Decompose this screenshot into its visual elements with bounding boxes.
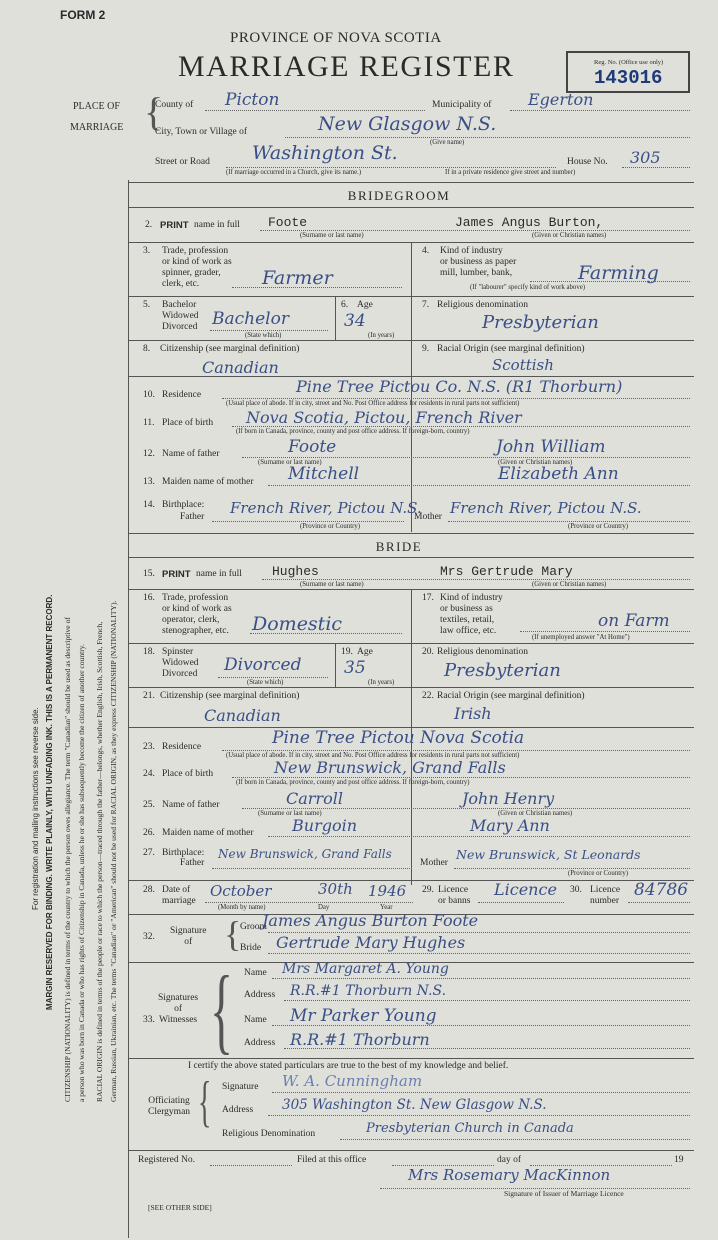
f11-label: Place of birth (162, 418, 214, 428)
county-label: County of (155, 100, 194, 110)
clergy-signature-label: Signature (222, 1082, 259, 1092)
groom-industry: Farming (578, 262, 659, 284)
bride-sig-label: Bride (240, 943, 262, 953)
f21-label: Citizenship (see marginal definition) (160, 691, 300, 701)
f14-mother-caption: (Province or Country) (568, 523, 629, 530)
f33-label: Signatures of Witnesses (158, 993, 199, 1025)
f29-number: 29. (422, 885, 434, 895)
groom-given-names: James Angus Burton, (455, 215, 604, 230)
bride-surname-caption: (Surname or last name) (300, 581, 364, 588)
f25-label: Name of father (162, 800, 220, 810)
f9-number: 9. (422, 344, 430, 354)
margin-racial-2: German, Russian, Ukrainian, etc. The terms "Canadian" or "American" should not be used for RACIAL ORIGIN, as they express CITIZENSHIP (NATIONALITY). (109, 600, 118, 1102)
year-prefix: 19 (674, 1155, 684, 1165)
f6-number: 6. (341, 300, 349, 310)
groom-father-given: John William (496, 437, 606, 457)
f11-number: 11. (143, 418, 155, 428)
margin-citizenship-2: a person who was born in Canada or who has rights of Citizenship in Canada, unless he or she has subsequently become the citizen of another country. (77, 644, 86, 1102)
licence-or-banns: Licence (494, 880, 557, 899)
f14-father-caption: (Province or Country) (300, 523, 361, 530)
f16-number: 16. (143, 593, 155, 603)
f2-label: name in full (194, 220, 240, 230)
f29-label: Licence or banns (438, 885, 471, 906)
margin-binding-notice: MARGIN RESERVED FOR BINDING. WRITE PLAINLY, WITH UNFADING INK. THIS IS A PERMANENT RECORD. (45, 594, 54, 1010)
groom-age-caption: (In years) (368, 332, 395, 339)
bride-residence: Pine Tree Pictou Nova Scotia (272, 728, 525, 748)
reg-number: 143016 (594, 67, 663, 89)
form-number: FORM 2 (60, 8, 106, 22)
bride-status: Divorced (224, 655, 302, 675)
clergy-denomination: Presbyterian Church in Canada (366, 1121, 574, 1136)
f4-label: Kind of industry or business as paper mill, lumber, bank, (440, 246, 517, 278)
margin-citizenship-1: CITIZENSHIP (NATIONALITY) is defined in terms of the country to which the person owes allegiance. The term "Canadian" should be used as descriptive of (63, 617, 72, 1102)
f25-number: 25. (143, 800, 155, 810)
f2-number: 2. (145, 220, 153, 230)
f30-number: 30. (570, 885, 582, 895)
f14-number: 14. (143, 500, 155, 510)
f19-number: 19. (341, 647, 353, 657)
bride-father-surname: Carroll (286, 789, 343, 808)
groom-residence-caption: (Usual place of abode. If in city, street and No. Post Office address for residents in rural parts not sufficient) (226, 400, 520, 407)
f27-mother-label: Mother (420, 858, 448, 868)
day-caption: Day (318, 904, 330, 911)
bride-age-caption: (In years) (368, 679, 395, 686)
bride-birth-caption: (If born in Canada, province, county and post office address. If foreign-born, country) (236, 779, 470, 786)
f28-number: 28. (143, 885, 155, 895)
groom-mother-birthplace: French River, Pictou N.S. (450, 499, 642, 517)
f20-label: Religious denomination (437, 647, 529, 657)
bride-father-birthplace: New Brunswick, Grand Falls (218, 847, 392, 861)
bride-mother-given: Mary Ann (470, 816, 550, 835)
reg-number-box (566, 51, 690, 93)
f23-number: 23. (143, 742, 155, 752)
f5-number: 5. (143, 300, 151, 310)
f19-label: Age (357, 647, 373, 657)
f28-label: Date of marriage (162, 885, 196, 906)
church-note: (If marriage occurred in a Church, give its name.) (226, 169, 362, 176)
f14-father-label: Father (180, 512, 205, 522)
street-value: Washington St. (252, 142, 398, 164)
groom-signature: James Angus Burton Foote (262, 911, 479, 930)
province-heading: PROVINCE OF NOVA SCOTIA (230, 30, 442, 46)
groom-religion: Presbyterian (482, 312, 599, 333)
bride-surname: Hughes (272, 564, 319, 579)
f12-label: Name of father (162, 449, 220, 459)
officiating-clergyman-label: Officiating Clergyman (148, 1096, 191, 1117)
groom-sig-label: Groom (240, 922, 267, 932)
f25-surname-caption: (Surname or last name) (258, 810, 322, 817)
city-value: New Glasgow N.S. (318, 113, 497, 135)
bride-signature: Gertrude Mary Hughes (276, 933, 466, 952)
groom-birth-caption: (If born in Canada, province, county and post office address. If foreign-born, country) (236, 428, 470, 435)
f32-label: Signature of (170, 926, 207, 947)
w1-name-label: Name (244, 968, 267, 978)
witness1-address: R.R.#1 Thorburn N.S. (290, 983, 447, 999)
f3-number: 3. (143, 246, 151, 256)
f8-number: 8. (143, 344, 151, 354)
bride-mother-surname: Burgoin (292, 816, 358, 835)
f24-label: Place of birth (162, 769, 214, 779)
see-other-side: [SEE OTHER SIDE] (148, 1203, 212, 1212)
place-of-label: PLACE OF (73, 101, 120, 112)
groom-trade: Farmer (262, 267, 333, 289)
f23-label: Residence (162, 742, 202, 752)
bride-father-given: John Henry (462, 789, 555, 808)
clergy-signature: W. A. Cunningham (282, 1072, 423, 1090)
f10-label: Residence (162, 390, 202, 400)
street-label: Street or Road (155, 157, 210, 167)
groom-given-caption: (Given or Christian names) (532, 232, 607, 239)
residence-note: If in a private residence give street and number) (445, 169, 576, 176)
year-caption: Year (380, 904, 393, 911)
bride-religion: Presbyterian (444, 660, 561, 681)
f17-label: Kind of industry or business as textiles, retail, law office, etc. (440, 593, 503, 636)
groom-age: 34 (344, 311, 366, 331)
issuer-signature: Mrs Rosemary MacKinnon (408, 1166, 611, 1184)
f8-label: Citizenship (see marginal definition) (160, 344, 300, 354)
bridegroom-heading: BRIDEGROOM (347, 188, 451, 203)
f4-number: 4. (422, 246, 430, 256)
f10-number: 10. (143, 390, 155, 400)
f18-label: Spinster Widowed Divorced (162, 647, 199, 679)
give-name-caption: (Give name) (430, 139, 465, 146)
groom-father-surname: Foote (288, 437, 337, 457)
f27-number: 27. (143, 848, 155, 858)
house-value: 305 (630, 148, 661, 167)
municipality-value: Egerton (528, 90, 594, 109)
f12-given-caption: (Given or Christian names) (498, 459, 573, 466)
bride-given-names: Mrs Gertrude Mary (440, 564, 573, 579)
filed-label: Filed at this office (297, 1155, 367, 1165)
f15-print: PRINT (162, 569, 191, 580)
f13-label: Maiden name of mother (162, 477, 254, 487)
bride-racial-origin: Irish (454, 704, 492, 723)
groom-surname: Foote (268, 215, 308, 230)
f3-label: Trade, profession or kind of work as spinner, grader, clerk, etc. (162, 246, 232, 289)
bride-given-caption: (Given or Christian names) (532, 581, 607, 588)
reg-number-label: Reg. No. (Office use only) (594, 59, 664, 66)
unemployed-caption: (If unemployed answer "At Home") (532, 634, 630, 641)
clergy-address: 305 Washington St. New Glasgow N.S. (282, 1097, 547, 1113)
marriage-month: October (210, 882, 272, 900)
margin-racial-1: RACIAL ORIGIN is defined in terms of the people or race to which the person—traced through the father—belongs, whether English, Irish, Scottish, French, (95, 621, 104, 1102)
w2-name-label: Name (244, 1015, 267, 1025)
f32-number: 32. (143, 932, 155, 942)
groom-citizenship: Canadian (202, 358, 279, 377)
f25-given-caption: (Given or Christian names) (498, 810, 573, 817)
f22-number: 22. (422, 691, 434, 701)
f24-number: 24. (143, 769, 155, 779)
county-value: Picton (225, 90, 280, 110)
f7-label: Religious denomination (437, 300, 529, 310)
groom-racial-origin: Scottish (492, 356, 554, 374)
f15-label: name in full (196, 569, 242, 579)
groom-father-birthplace: French River, Pictou N.S. (230, 499, 422, 517)
month-caption: (Month by name) (218, 904, 266, 911)
bride-mother-birthplace: New Brunswick, St Leonards (456, 847, 641, 862)
marriage-label: MARRIAGE (70, 122, 124, 133)
f26-label: Maiden name of mother (162, 828, 254, 838)
groom-state-caption: (State which) (245, 332, 282, 339)
bride-citizenship: Canadian (204, 706, 281, 725)
f27-father-label: Father (180, 858, 205, 868)
city-label: City, Town or Village of (155, 127, 247, 137)
groom-birthplace: Nova Scotia, Pictou, French River (246, 408, 522, 427)
licence-number: 84786 (634, 880, 689, 900)
marriage-day: 30th (318, 880, 353, 898)
w2-address-label: Address (244, 1038, 276, 1048)
f26-number: 26. (143, 828, 155, 838)
day-of-label: day of (497, 1155, 522, 1165)
certification-text: I certify the above stated particulars are true to the best of my knowledge and belief. (188, 1061, 509, 1071)
f21-number: 21. (143, 691, 155, 701)
f27-label: Birthplace: (162, 848, 205, 858)
witness2-name: Mr Parker Young (290, 1006, 437, 1026)
issuer-caption: Signature of Issuer of Marriage Licence (504, 1189, 624, 1198)
page-title: MARRIAGE REGISTER (178, 50, 515, 83)
f15-number: 15. (143, 569, 155, 579)
witness2-address: R.R.#1 Thorburn (290, 1030, 430, 1049)
f7-number: 7. (422, 300, 430, 310)
f22-label: Racial Origin (see marginal definition) (437, 691, 585, 701)
f9-label: Racial Origin (see marginal definition) (437, 344, 585, 354)
f17-number: 17. (422, 593, 434, 603)
groom-surname-caption: (Surname or last name) (300, 232, 364, 239)
marriage-year: 1946 (368, 882, 407, 900)
bride-industry: on Farm (598, 611, 670, 631)
religious-denomination-label: Religious Denomination (222, 1129, 316, 1139)
f2-print: PRINT (160, 220, 189, 231)
f12-surname-caption: (Surname or last name) (258, 459, 322, 466)
f18-number: 18. (143, 647, 155, 657)
labourer-caption: (If "labourer" specify kind of work above) (470, 284, 586, 291)
bride-state-caption: (State which) (247, 679, 284, 686)
bride-trade: Domestic (252, 613, 343, 635)
f13-number: 13. (143, 477, 155, 487)
f14-label: Birthplace: (162, 500, 205, 510)
groom-residence: Pine Tree Pictou Co. N.S. (R1 Thorburn) (296, 377, 623, 396)
municipality-label: Municipality of (432, 100, 492, 110)
bride-birthplace: New Brunswick, Grand Falls (274, 758, 506, 777)
f12-number: 12. (143, 449, 155, 459)
f20-number: 20. (422, 647, 434, 657)
f27-mother-caption: (Province or Country) (568, 870, 629, 877)
clergy-address-label: Address (222, 1105, 254, 1115)
margin-instructions: For registration and mailing instructions see reverse side. (31, 707, 40, 910)
w1-address-label: Address (244, 990, 276, 1000)
f5-label: Bachelor Widowed Divorced (162, 300, 199, 332)
f14-mother-label: Mother (414, 512, 442, 522)
registered-no-label: Registered No. (138, 1155, 195, 1165)
f33-number: 33. (143, 1015, 155, 1025)
f16-label: Trade, profession or kind of work as operator, clerk, stenographer, etc. (162, 593, 232, 636)
house-label: House No. (567, 157, 608, 167)
groom-mother-given: Elizabeth Ann (498, 464, 619, 484)
bride-heading: BRIDE (375, 539, 423, 554)
bride-residence-caption: (Usual place of abode. If in city, street and No. Post Office address for residents in rural parts not sufficient) (226, 752, 520, 759)
groom-mother-surname: Mitchell (288, 464, 360, 484)
f6-label: Age (357, 300, 373, 310)
witness1-name: Mrs Margaret A. Young (282, 961, 449, 977)
groom-status: Bachelor (212, 309, 289, 329)
f30-label: Licence number (590, 885, 621, 906)
bride-age: 35 (344, 658, 366, 678)
